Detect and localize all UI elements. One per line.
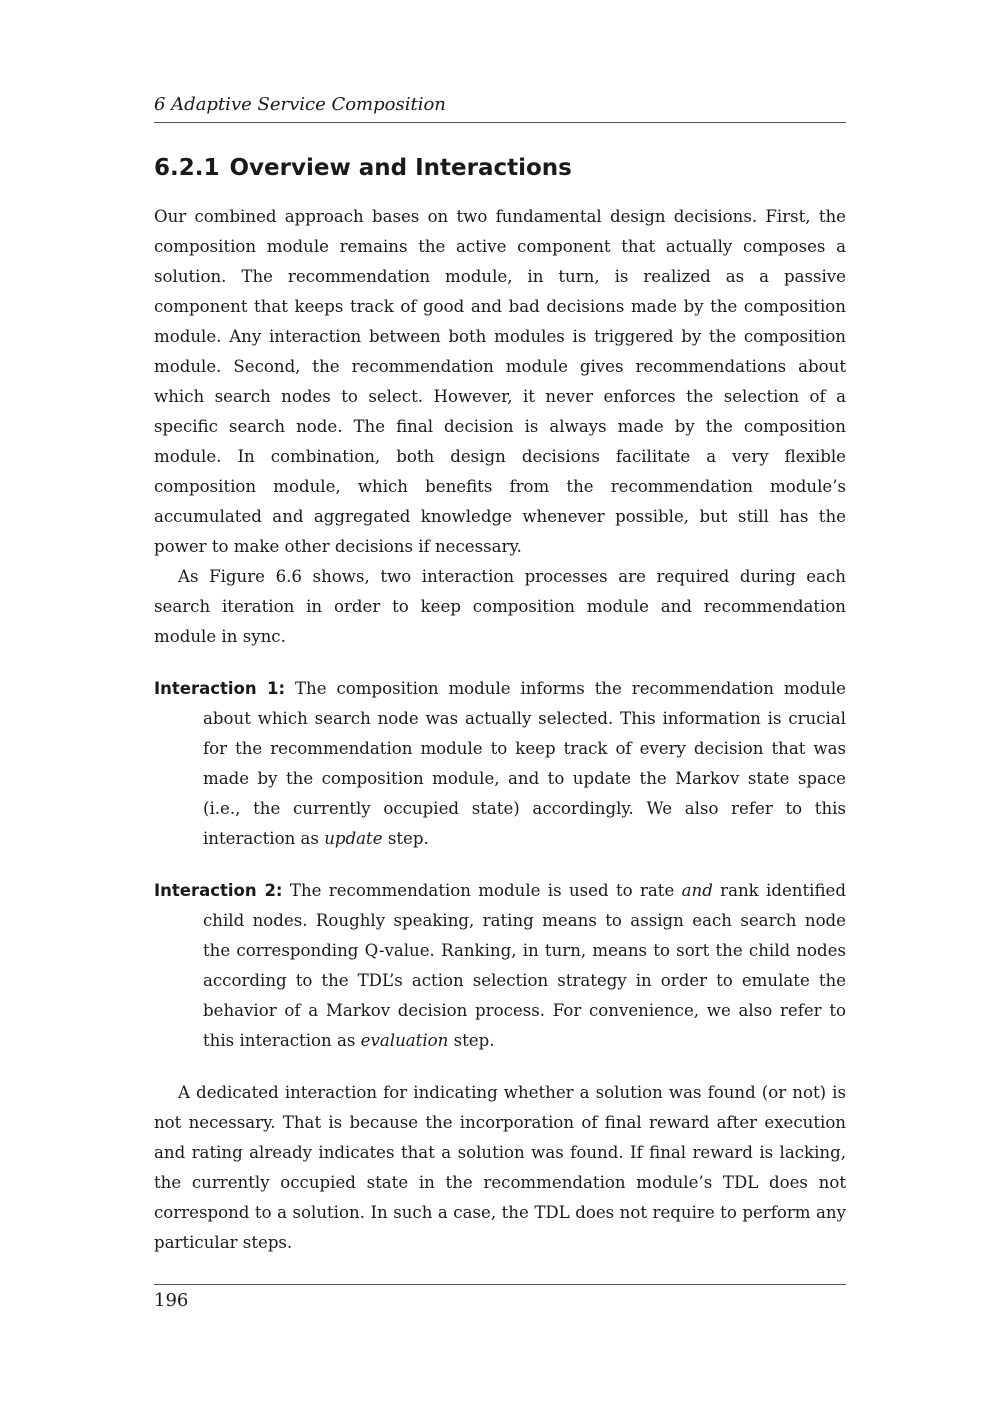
paragraph-2: As Figure 6.6 shows, two interaction processes are required during each search iteration in order to keep composition module and recommendation module in sync.	[154, 567, 846, 646]
interaction-2-text-middle: rank identified child nodes. Roughly speaking, rating means to assign each search node the corresponding Q-value. Ranking, in turn, means to sort the child nodes according to the TDL’s action selection strategy in order to emulate the behavior of a Markov decision process. For convenience, we also refer to this interaction as	[203, 881, 846, 1050]
interaction-2-item	[154, 876, 846, 1056]
section-title: Overview and Interactions	[229, 155, 572, 181]
interaction-2-inline-emphasis: and	[681, 881, 713, 900]
spacer	[154, 1056, 846, 1078]
paragraph-1: Our combined approach bases on two fundamental design decisions. First, the composition module remains the active component that actually composes a solution. The recommendation module, in turn, is realized as a passive component that keeps track of good and bad decisions made by the composition module. Any interaction between both modules is triggered by the composition module. Second, the recommendation module gives recommendations about which search nodes to select. However, it never enforces the selection of a specific search node. The final decision is always made by the composition module. In combination, both design decisions facilitate a very flexible composition module, which benefits from the recommendation module’s accumulated and aggregated knowledge whenever possible, but still has the power to make other decisions if necessary.	[154, 207, 846, 556]
interaction-2-text-end: step.	[453, 1031, 495, 1050]
interaction-2-emphasis: evaluation	[360, 1031, 449, 1050]
paragraph-3: A dedicated interaction for indicating whether a solution was found (or not) is not necessary. That is because the incorporation of final reward after execution and rating already indicates that a solution was found. If final reward is lacking, the currently occupied state in the recommendation module’s TDL does not correspond to a solution. In such a case, the TDL does not require to perform any particular steps.	[154, 1083, 846, 1252]
section-heading	[154, 155, 572, 181]
interaction-1-emphasis: update	[324, 829, 383, 848]
section-number: 6.2.1	[154, 155, 220, 181]
page-number: 196	[154, 1290, 189, 1311]
interaction-1-text-end: step.	[387, 829, 429, 848]
body-text	[154, 202, 846, 1258]
interaction-2-label: Interaction 2:	[154, 881, 283, 900]
interaction-1-item	[154, 674, 846, 854]
interaction-1-label: Interaction 1:	[154, 679, 286, 698]
spacer	[154, 652, 846, 674]
interaction-2-text: The recommendation module is used to rate	[289, 881, 675, 900]
interaction-1-text: The composition module informs the recommendation module about which search node was actually selected. This information is crucial for the recommendation module to keep track of every decision that was made by the composition module, and to update the Markov state space (i.e., the currently occupied state) accordingly. We also refer to this interaction as	[203, 679, 846, 848]
running-head: 6 Adaptive Service Composition	[154, 94, 446, 115]
footer-rule	[154, 1284, 846, 1285]
spacer	[154, 854, 846, 876]
header-rule	[154, 122, 846, 123]
